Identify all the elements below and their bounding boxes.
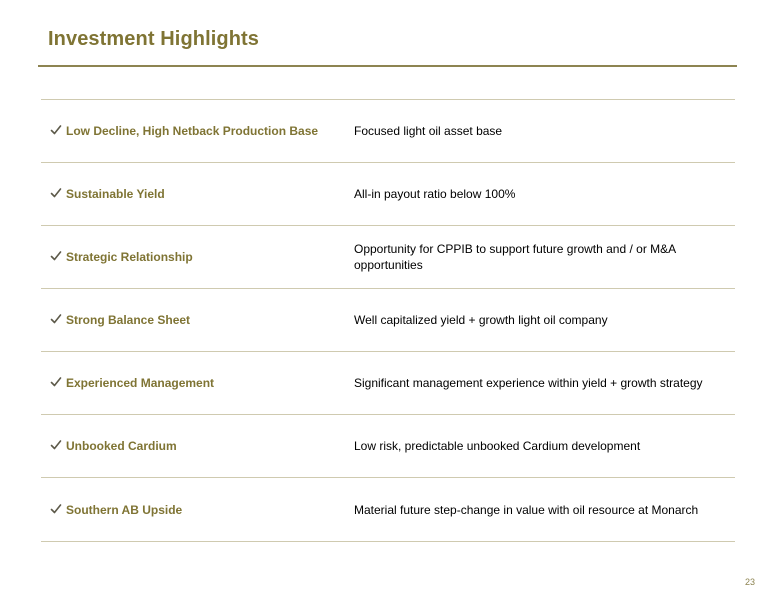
highlights-table <box>41 99 735 542</box>
highlight-row <box>41 477 735 542</box>
checkmark-icon <box>50 503 62 515</box>
page-title: Investment Highlights <box>48 28 260 50</box>
title-divider <box>38 65 737 67</box>
highlight-description: Significant management experience within yield + growth strategy <box>354 376 703 390</box>
highlight-label-cell <box>41 313 354 327</box>
highlight-row <box>41 225 735 288</box>
highlight-description: Well capitalized yield + growth light oil company <box>354 313 608 327</box>
checkmark-icon <box>50 439 62 451</box>
highlight-label-cell <box>41 124 354 138</box>
highlight-label: Strong Balance Sheet <box>66 313 191 327</box>
highlight-label-cell <box>41 503 354 517</box>
highlight-row <box>41 162 735 225</box>
checkmark-icon <box>50 313 62 325</box>
highlight-label-cell <box>41 439 354 453</box>
highlight-row <box>41 414 735 477</box>
highlight-label: Strategic Relationship <box>66 250 193 264</box>
highlight-row <box>41 288 735 351</box>
highlight-label-cell <box>41 376 354 390</box>
page-number: 23 <box>744 577 755 587</box>
highlight-description: All-in payout ratio below 100% <box>354 187 516 201</box>
highlight-label-cell <box>41 187 354 201</box>
highlight-description: Opportunity for CPPIB to support future growth and / or M&A opportunities <box>354 242 676 272</box>
highlight-description: Material future step-change in value with oil resource at Monarch <box>354 502 699 517</box>
highlight-row <box>41 351 735 414</box>
checkmark-icon <box>50 187 62 199</box>
highlight-label: Low Decline, High Netback Production Base <box>66 124 319 138</box>
highlight-description: Low risk, predictable unbooked Cardium development <box>354 439 641 453</box>
highlight-label-cell <box>41 250 354 264</box>
highlight-label: Sustainable Yield <box>66 187 165 201</box>
highlight-row <box>41 99 735 162</box>
highlight-label: Unbooked Cardium <box>66 439 177 453</box>
checkmark-icon <box>50 124 62 136</box>
highlight-label: Southern AB Upside <box>66 502 183 517</box>
checkmark-icon <box>50 376 62 388</box>
checkmark-icon <box>50 250 62 262</box>
highlight-description: Focused light oil asset base <box>354 124 503 138</box>
highlight-label: Experienced Management <box>66 376 215 390</box>
